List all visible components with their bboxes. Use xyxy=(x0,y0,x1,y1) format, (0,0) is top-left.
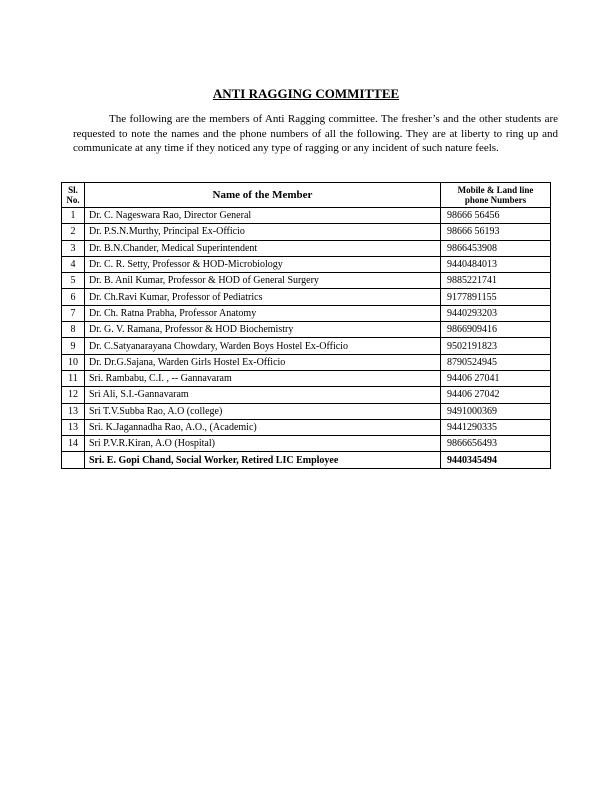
row-phone: 9177891155 xyxy=(441,289,551,305)
row-sl: 7 xyxy=(62,305,85,321)
table-row xyxy=(62,387,551,403)
row-phone: 9502191823 xyxy=(441,338,551,354)
row-name: Dr. Dr.G.Sajana, Warden Girls Hostel Ex-Officio xyxy=(85,354,441,370)
row-phone: 9866656493 xyxy=(441,436,551,452)
row-name: Dr. B. Anil Kumar, Professor & HOD of General Surgery xyxy=(85,273,441,289)
table-row xyxy=(62,370,551,386)
row-phone: 9885221741 xyxy=(441,273,551,289)
row-phone: 9441290335 xyxy=(441,419,551,435)
row-phone: 8790524945 xyxy=(441,354,551,370)
row-name: Sri T.V.Subba Rao, A.O (college) xyxy=(85,403,441,419)
row-phone: 98666 56193 xyxy=(441,224,551,240)
table-row xyxy=(62,224,551,240)
row-phone: 9491000369 xyxy=(441,403,551,419)
row-phone: 9866909416 xyxy=(441,322,551,338)
table-row xyxy=(62,436,551,452)
row-name: Dr. Ch.Ravi Kumar, Professor of Pediatrics xyxy=(85,289,441,305)
table-row xyxy=(62,289,551,305)
table-row xyxy=(62,338,551,354)
header-phone-numbers: Mobile & Land line phone Numbers xyxy=(441,183,551,208)
row-sl: 2 xyxy=(62,224,85,240)
table-row xyxy=(62,403,551,419)
row-name: Dr. Ch. Ratna Prabha, Professor Anatomy xyxy=(85,305,441,321)
row-sl: 13 xyxy=(62,403,85,419)
row-sl: 11 xyxy=(62,370,85,386)
row-sl: 3 xyxy=(62,240,85,256)
row-sl: 12 xyxy=(62,387,85,403)
table-row xyxy=(62,322,551,338)
row-sl: 10 xyxy=(62,354,85,370)
row-sl: 8 xyxy=(62,322,85,338)
row-name: Sri P.V.R.Kiran, A.O (Hospital) xyxy=(85,436,441,452)
row-phone: 94406 27041 xyxy=(441,370,551,386)
committee-table xyxy=(61,182,551,469)
row-name: Dr. C. Nageswara Rao, Director General xyxy=(85,208,441,224)
row-phone: 9440293203 xyxy=(441,305,551,321)
table-row xyxy=(62,273,551,289)
page-title: ANTI RAGGING COMMITTEE xyxy=(212,86,400,101)
header-sl-no: Sl. No. xyxy=(62,183,85,208)
table-row xyxy=(62,419,551,435)
row-name: Sri. E. Gopi Chand, Social Worker, Retired LIC Employee xyxy=(85,452,441,468)
row-name: Sri. Rambabu, C.I. , -- Gannavaram xyxy=(85,370,441,386)
table-row xyxy=(62,208,551,224)
row-sl: 6 xyxy=(62,289,85,305)
row-phone: 9866453908 xyxy=(441,240,551,256)
table-row xyxy=(62,354,551,370)
row-name: Dr. C.Satyanarayana Chowdary, Warden Boys Hostel Ex-Officio xyxy=(85,338,441,354)
row-sl: 4 xyxy=(62,256,85,272)
row-phone: 9440345494 xyxy=(441,452,551,468)
row-name: Sri. K.Jagannadha Rao, A.O., (Academic) xyxy=(85,419,441,435)
row-name: Dr. B.N.Chander, Medical Superintendent xyxy=(85,240,441,256)
table-row xyxy=(62,240,551,256)
row-phone: 9440484013 xyxy=(441,256,551,272)
row-sl xyxy=(62,452,85,468)
row-sl: 5 xyxy=(62,273,85,289)
row-phone: 94406 27042 xyxy=(441,387,551,403)
header-member-name: Name of the Member xyxy=(85,183,441,208)
table-row xyxy=(62,256,551,272)
table-row xyxy=(62,452,551,468)
row-sl: 13 xyxy=(62,419,85,435)
row-name: Dr. P.S.N.Murthy, Principal Ex-Officio xyxy=(85,224,441,240)
row-name: Dr. C. R. Setty, Professor & HOD-Microbiology xyxy=(85,256,441,272)
table-row xyxy=(62,305,551,321)
row-name: Dr. G. V. Ramana, Professor & HOD Biochemistry xyxy=(85,322,441,338)
intro-paragraph: The following are the members of Anti Ragging committee. The fresher’s and the other students are requested to note the names and the phone numbers of all the following. They are at liberty to ring up and communicate at any time if they noticed any type of ragging or any incident of such nature feels. xyxy=(73,113,558,154)
table-header-row xyxy=(62,183,551,208)
row-sl: 9 xyxy=(62,338,85,354)
row-sl: 1 xyxy=(62,208,85,224)
row-sl: 14 xyxy=(62,436,85,452)
row-name: Sri Ali, S.I.-Gannavaram xyxy=(85,387,441,403)
row-phone: 98666 56456 xyxy=(441,208,551,224)
